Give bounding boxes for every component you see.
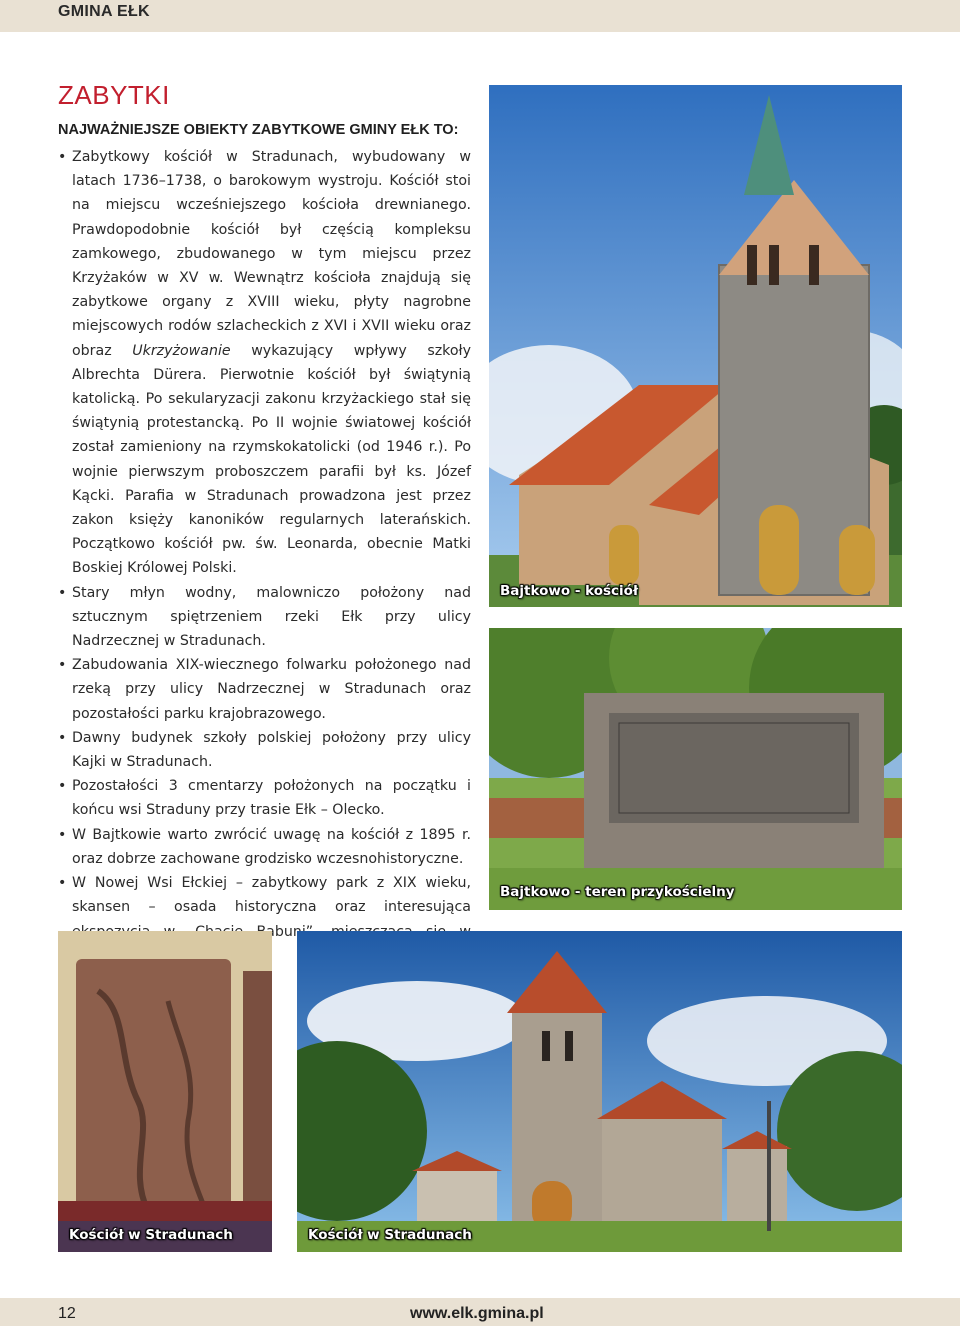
section-subtitle: NAJWAŻNIEJSZE OBIEKTY ZABYTKOWE GMINY EŁK TO: bbox=[58, 122, 459, 138]
monuments-list bbox=[58, 145, 471, 968]
page-title: ZABYTKI bbox=[58, 80, 170, 110]
list-item-text-after: wykazujący wpływy szkoły Albrechta Dürera. Pierwotnie kościół był świątynią katolicką. Po sekularyzacji zakonu krzyżackiego stał się świątynią protestancką. Po II wojnie światowej kościół został zamieniony na rzymskokatolicki (od 1946 r.). Po wojnie pierwszym proboszczem parafii był ks. Józef Kącki. Parafia w Stradunach prowadzona jest przez zakon księży kanoników regularnych laterańskich. Początkowo kościół pw. św. Leonarda, obecnie Matki Boskiej Królowej Polski. bbox=[72, 342, 471, 577]
list-item bbox=[58, 823, 471, 871]
bullet-icon: • bbox=[58, 875, 67, 892]
caption-stradunach-interior: Kościół w Stradunach bbox=[69, 1227, 233, 1243]
list-item-text: W Bajtkowie warto zwrócić uwagę na kościół z 1895 r. oraz dobrze zachowane grodzisko wczesnohistoryczne. bbox=[72, 826, 471, 867]
list-item bbox=[58, 774, 471, 822]
photo-bajtkowo-church bbox=[489, 85, 902, 607]
bullet-icon: • bbox=[58, 826, 67, 843]
list-item bbox=[58, 653, 471, 726]
list-item-text: Stary młyn wodny, malowniczo położony nad sztucznym spiętrzeniem rzeki Ełk przy ulicy Nadrzecznej w Stradunach. bbox=[72, 584, 471, 650]
website-link[interactable]: www.elk.gmina.pl bbox=[410, 1305, 544, 1322]
list-item-text: W Nowej Wsi Ełckiej – zabytkowy park z XIX wieku, skansen – osada historyczna oraz interesująca Babuni”, bbox=[72, 875, 471, 940]
list-item-emphasis: Ukrzyżowanie bbox=[132, 342, 231, 359]
bullet-icon: • bbox=[58, 149, 67, 165]
bullet-icon: • bbox=[58, 657, 67, 674]
list-item-text: Dawny budynek szkoły polskiej położony przy ulicy Kajki w Stradunach. bbox=[72, 729, 471, 771]
bullet-icon: • bbox=[58, 778, 67, 795]
photo-bajtkowo-site bbox=[489, 628, 902, 910]
caption-stradunach-exterior: Kościół w Stradunach bbox=[308, 1227, 472, 1243]
list-item-text: Pozostałości 3 cmentarzy położonych na początku i końcu wsi Straduny przy trasie Ełk – Olecko. bbox=[72, 778, 471, 819]
list-item bbox=[58, 145, 471, 581]
bullet-icon: • bbox=[58, 584, 67, 601]
caption-bajtkowo-church: Bajtkowo - kościół bbox=[500, 583, 638, 599]
page-number: 12 bbox=[58, 1305, 76, 1322]
photo-stradunach-interior bbox=[58, 931, 272, 1252]
list-item-text: Zabytkowy kościół w Stradunach, wybudowany w latach 1736–1738, o barokowym wystroju. Kościół stoi na miejscu wcześniejszego kościoła drewnianego. Prawdopodobnie kościół był częścią kompleksu zamkowego, zbudowanego w tym miejscu przez Krzyżaków w XV w. Wewnątrz kościoła znajdują się zabytkowe organy z XVIII wieku, płyty nagrobne miejscowych rodów szlacheckich z XVI i XVII wieku oraz obraz bbox=[72, 149, 471, 359]
caption-bajtkowo-site: Bajtkowo - teren przykościelny bbox=[500, 884, 735, 900]
list-item-text: Zabudowania XIX-wiecznego folwarku położonego nad rzeką przy ulicy Nadrzecznej w Stradunach oraz pozostałości parku krajobrazowego. bbox=[72, 657, 471, 722]
bullet-icon: • bbox=[58, 729, 67, 746]
list-item bbox=[58, 726, 471, 774]
photo-stradunach-exterior bbox=[297, 931, 902, 1252]
header-label: GMINA EŁK bbox=[58, 3, 150, 20]
header-bar bbox=[0, 0, 960, 32]
list-item bbox=[58, 581, 471, 654]
